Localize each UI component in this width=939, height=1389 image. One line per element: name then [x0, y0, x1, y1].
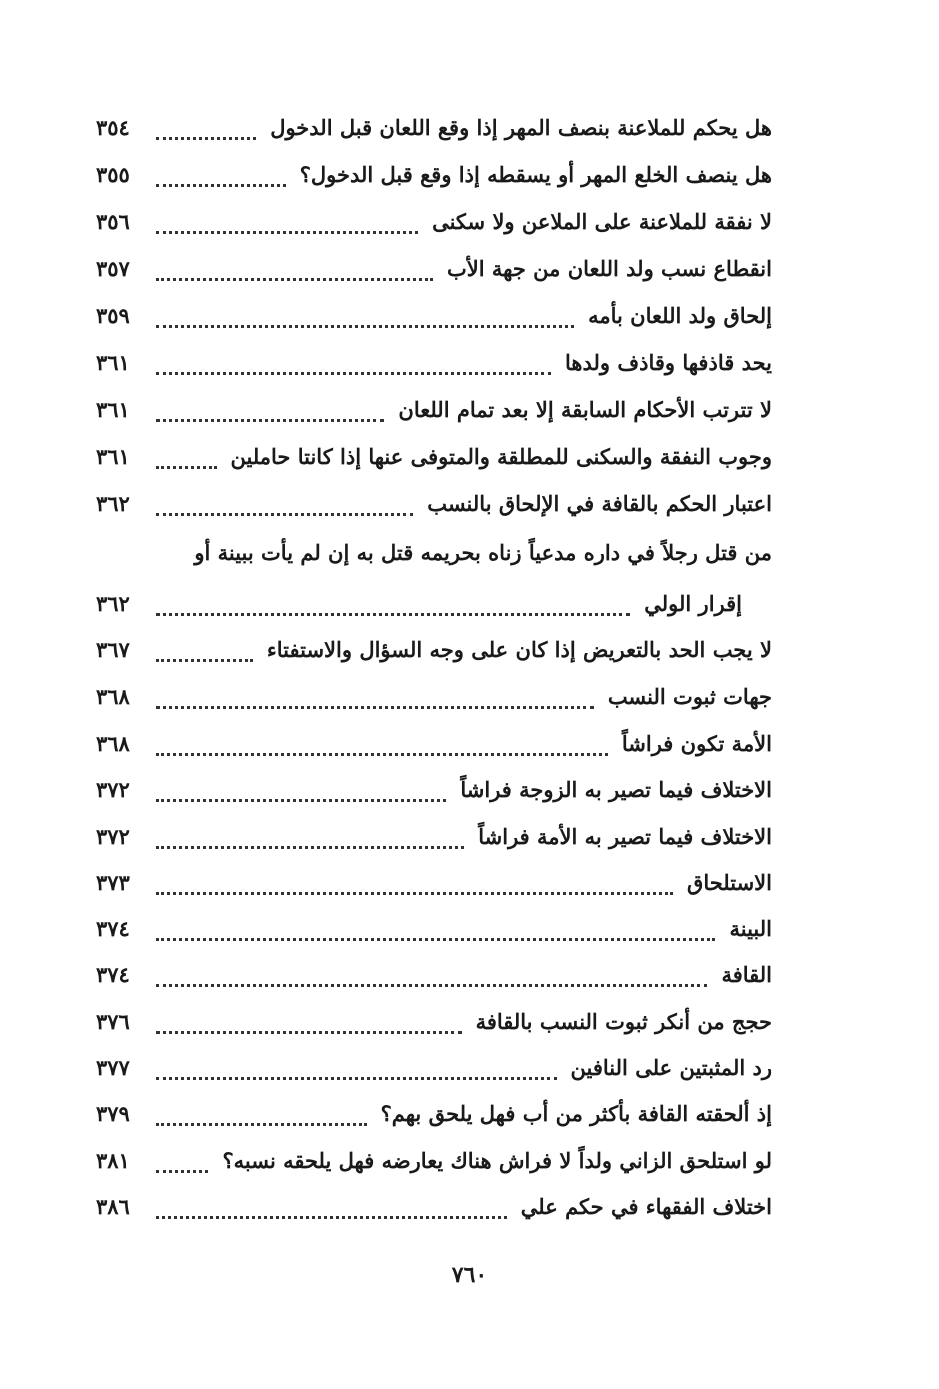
dot-leader: [156, 362, 551, 375]
dot-leader: [156, 974, 707, 987]
toc-entry: [96, 104, 772, 150]
dot-leader: [156, 789, 446, 802]
toc-entry-title: هل يحكم للملاعنة بنصف المهر إذا وقع اللعان قبل الدخول: [270, 114, 772, 140]
toc-entry-page: ٣٧٢: [96, 823, 130, 849]
toc-entry-page: ٣٧٦: [96, 1008, 130, 1034]
toc-entry-title: لو استلحق الزاني ولداً لا فراش هناك يعارضه فهل يلحقه نسبه؟: [222, 1147, 772, 1173]
toc-entry: [96, 859, 772, 905]
toc-entry: [96, 245, 772, 291]
toc-entry: [96, 433, 772, 479]
toc-entry-page: ٣٨٦: [96, 1193, 130, 1219]
toc-entry-page: ٣٥٥: [96, 161, 130, 187]
toc-entry: [96, 1044, 772, 1090]
toc-entry: [96, 386, 772, 432]
dot-leader: [156, 268, 433, 281]
toc-entry: [96, 905, 772, 951]
toc-entry-title: اعتبار الحكم بالقافة في الإلحاق بالنسب: [427, 490, 772, 516]
dot-leader: [156, 409, 384, 422]
toc-entry-page: ٣٧٤: [96, 915, 130, 941]
dot-leader: [156, 696, 594, 709]
toc-entry-title: حجج من أنكر ثبوت النسب بالقافة: [475, 1008, 772, 1034]
toc-entry-page: ٣٦١: [96, 349, 130, 375]
dot-leader: [156, 928, 715, 941]
dot-leader: [156, 174, 286, 187]
toc-entry-title: إذ ألحقته القافة بأكثر من أب فهل يلحق بهم؟: [380, 1100, 772, 1126]
toc-entry-page: ٣٧٢: [96, 776, 130, 802]
toc-entry: [96, 198, 772, 244]
toc-entry: [96, 292, 772, 338]
toc-entry: [96, 998, 772, 1044]
dot-leader: [156, 743, 608, 756]
toc-entry-page: ٣٦٧: [96, 636, 130, 662]
dot-leader: [156, 603, 630, 616]
toc-entry-page: ٣٥٧: [96, 255, 130, 281]
toc-entry: [96, 1090, 772, 1136]
toc-entry-page: ٣٦٨: [96, 730, 130, 756]
dot-leader: [156, 882, 673, 895]
toc-entry-title: من قتل رجلاً في داره مدعياً زناه بحريمه قتل به إن لم يأت ببينة أو: [194, 539, 772, 565]
toc-entry-page: ٣٧٧: [96, 1054, 130, 1080]
toc-entry-title: هل ينصف الخلع المهر أو يسقطه إذا وقع قبل الدخول؟: [299, 161, 772, 187]
toc-entry-page: ٣٦١: [96, 396, 130, 422]
toc-entry-title: إقرار الولي: [644, 590, 742, 616]
toc-entry: [96, 1137, 772, 1183]
toc-entry-page: ٣٥٦: [96, 208, 130, 234]
toc-entry-title: رد المثبتين على النافين: [570, 1054, 772, 1080]
toc-entry-page: ٣٥٩: [96, 302, 130, 328]
dot-leader: [156, 1113, 367, 1126]
toc-entry-title: جهات ثبوت النسب: [607, 683, 772, 709]
dot-leader: [156, 221, 418, 234]
dot-leader: [156, 836, 464, 849]
toc-entry-title: انقطاع نسب ولد اللعان من جهة الأب: [447, 255, 772, 281]
dot-leader: [156, 456, 217, 469]
toc-entry-title: الأمة تكون فراشاً: [621, 730, 772, 756]
toc-entry: [96, 339, 772, 385]
toc-entry-page: ٣٨١: [96, 1147, 130, 1173]
toc-entry-page: ٣٦٨: [96, 683, 130, 709]
toc-entry-page: ٣٧٤: [96, 961, 130, 987]
toc-entry-page: ٣٥٤: [96, 114, 130, 140]
toc-entry-page: ٣٦٢: [96, 490, 130, 516]
toc-entry-page: ٣٧٣: [96, 869, 130, 895]
toc-entry: [96, 673, 772, 719]
toc-entry-wrapped-first-line: [96, 529, 772, 575]
toc-entry: [96, 766, 772, 812]
dot-leader: [156, 127, 256, 140]
toc-entry-title: الاختلاف فيما تصير به الأمة فراشاً: [478, 823, 772, 849]
dot-leader: [156, 315, 574, 328]
toc-entry: [96, 813, 772, 859]
toc-entry-wrapped-continuation: [96, 580, 772, 626]
toc-entry: [96, 951, 772, 997]
toc-entry-title: لا يجب الحد بالتعريض إذا كان على وجه السؤال والاستفتاء: [266, 636, 772, 662]
toc-entry-page: ٣٦٢: [96, 590, 130, 616]
toc-entry-title: يحد قاذفها وقاذف ولدها: [565, 349, 772, 375]
dot-leader: [156, 1021, 462, 1034]
dot-leader: [156, 1067, 557, 1080]
toc-entry: [96, 480, 772, 526]
toc-entry-title: البينة: [729, 915, 772, 941]
toc-entry-title: الاختلاف فيما تصير به الزوجة فراشاً: [460, 776, 772, 802]
page-number: ٧٦٠: [451, 1262, 488, 1288]
toc-entry: [96, 151, 772, 197]
dot-leader: [156, 1206, 507, 1219]
toc-entry-title: وجوب النفقة والسكنى للمطلقة والمتوفى عنها إذا كانتا حاملين: [230, 443, 772, 469]
toc-entry-title: لا تترتب الأحكام السابقة إلا بعد تمام اللعان: [398, 396, 772, 422]
toc-entry: [96, 626, 772, 672]
toc-entry: [96, 720, 772, 766]
toc-entry-title: اختلاف الفقهاء في حكم علي: [520, 1193, 772, 1219]
toc-entry-page: ٣٧٩: [96, 1100, 130, 1126]
toc-entry-title: إلحاق ولد اللعان بأمه: [588, 302, 772, 328]
dot-leader: [156, 1160, 208, 1173]
toc-entry-title: لا نفقة للملاعنة على الملاعن ولا سكنى: [432, 208, 772, 234]
toc-entry-title: الاستلحاق: [687, 869, 772, 895]
dot-leader: [156, 503, 413, 516]
toc-entry-title: القافة: [721, 961, 772, 987]
toc-entry: [96, 1183, 772, 1229]
toc-entry-page: ٣٦١: [96, 443, 130, 469]
dot-leader: [156, 649, 253, 662]
